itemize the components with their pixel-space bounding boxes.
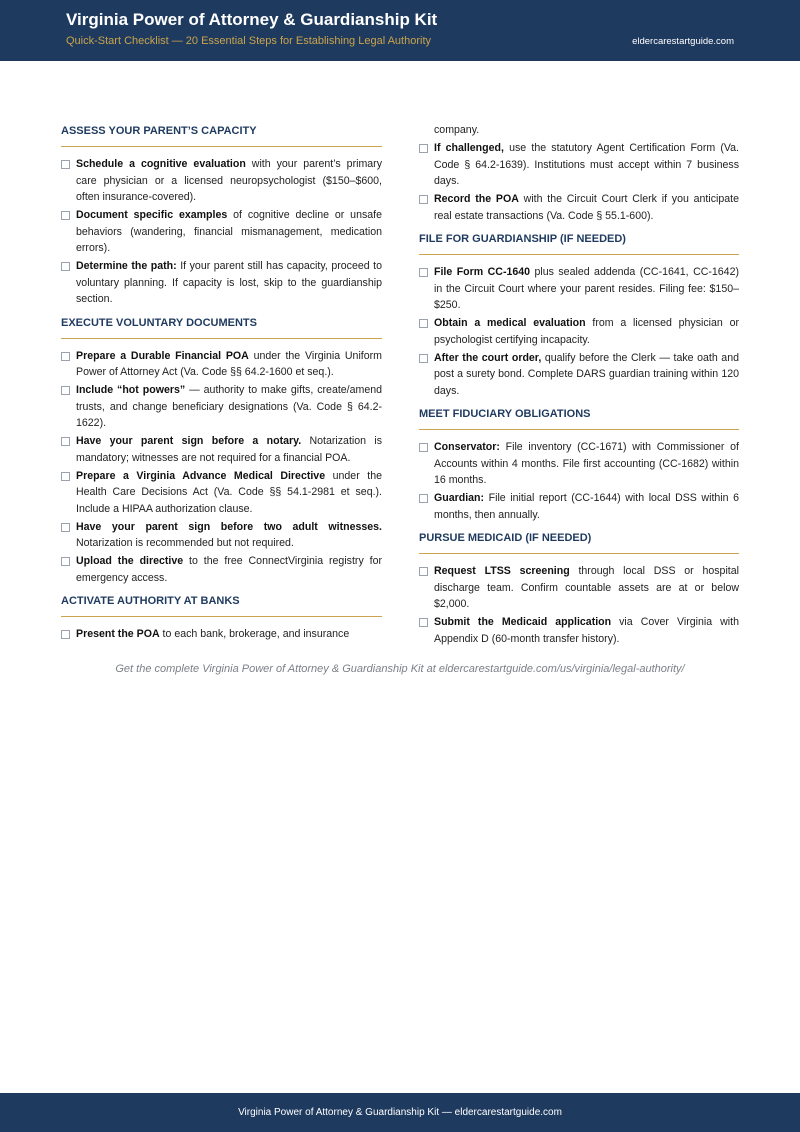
- checkbox[interactable]: [419, 567, 428, 576]
- checklist-item: [61, 258, 382, 308]
- item-lead: Include “hot powers”: [76, 384, 186, 396]
- item-text: qualify before the Clerk — take oath and post a surety bond. Complete DARS guardian training within 120 days.: [434, 351, 739, 397]
- checkbox[interactable]: [419, 268, 428, 277]
- checklist-item: [419, 439, 739, 489]
- item-lead: Obtain a medical evaluation: [434, 317, 586, 329]
- item-lead: After the court order,: [434, 351, 542, 364]
- item-lead: Request LTSS screening: [434, 565, 570, 577]
- checkbox[interactable]: [419, 319, 428, 328]
- item-text: under the Health Care Decisions Act (Va. Code §§ 54.1-2981 et seq.). Include a HIPAA authorization clause.: [76, 469, 382, 515]
- item-lead: Document specific examples: [76, 209, 228, 221]
- item-text: from a licensed physician or psychologist certifying incapacity.: [434, 317, 739, 346]
- section-title: MEET FIDUCIARY OBLIGATIONS: [419, 405, 739, 430]
- item-text: If your parent still has capacity, proceed to voluntary planning. If capacity is lost, skip to the guardianship section.: [76, 260, 382, 305]
- checklist-item: [61, 207, 382, 257]
- checklist-item: [419, 563, 739, 613]
- checklist-item: [419, 490, 739, 523]
- item-text: with the Circuit Court Clerk if you anticipate real estate transactions (Va. Code § 55.1-600).: [434, 193, 739, 222]
- item-text: through local DSS or hospital discharge team. Confirm countable assets are at or below $2,000.: [434, 565, 739, 610]
- item-text: File inventory (CC-1671) with Commissioner of Accounts within 4 months. File first accounting (CC-1682) within 16 months.: [434, 441, 739, 486]
- item-lead: Determine the path:: [76, 260, 177, 272]
- header-site-url: eldercarestartguide.com: [632, 36, 734, 47]
- checklist-item: [61, 156, 382, 206]
- checklist-item: [61, 519, 382, 552]
- section-activate-banks-continued: [419, 140, 739, 224]
- item-text: under the Virginia Uniform Power of Attorney Act (Va. Code §§ 64.2-1600 et seq.).: [76, 349, 382, 378]
- checkbox[interactable]: [419, 494, 428, 503]
- item-text: use the statutory Agent Certification Form (Va. Code § 64.2-1639). Institutions must accept within 7 business days.: [434, 142, 739, 187]
- item-continuation: company.: [434, 124, 480, 136]
- item-text: File initial report (CC-1644) with local DSS within 6 months, then annually.: [434, 492, 739, 521]
- item-lead: Have your parent sign before a notary.: [76, 435, 302, 447]
- section-voluntary-documents: [61, 314, 382, 587]
- checkbox[interactable]: [61, 630, 70, 639]
- item-text: Notarization is recommended but not required.: [76, 537, 294, 549]
- checklist-item: [419, 140, 739, 190]
- section-fiduciary: [419, 405, 739, 523]
- checklist-item: [61, 382, 382, 432]
- checkbox[interactable]: [419, 354, 428, 363]
- section-medicaid: [419, 529, 739, 647]
- item-lead: Prepare a Durable Financial POA: [76, 349, 249, 362]
- checklist-item: [61, 348, 382, 381]
- checkbox[interactable]: [61, 160, 70, 169]
- checklist-item: [419, 191, 739, 224]
- kit-link-tagline[interactable]: Get the complete Virginia Power of Attorney & Guardianship Kit at eldercarestartguide.com/us/virginia/legal-authority/: [115, 663, 685, 675]
- checklist-item: [61, 626, 382, 643]
- checkbox[interactable]: [61, 437, 70, 446]
- item-text: plus sealed addenda (CC-1641, CC-1642) in the Circuit Court where your parent resides. Filing fee: $150–$250.: [434, 266, 739, 311]
- footer-banner: Virginia Power of Attorney & Guardianship Kit — eldercarestartguide.com: [0, 1093, 800, 1132]
- item-lead: Record the POA: [434, 193, 519, 205]
- section-activate-banks: [61, 592, 382, 643]
- section-title: ACTIVATE AUTHORITY AT BANKS: [61, 592, 382, 617]
- right-column: [419, 122, 739, 649]
- item-lead: Prepare a Virginia Advance Medical Directive: [76, 469, 326, 482]
- item-lead: Present the POA: [76, 628, 160, 640]
- checklist-item: [419, 264, 739, 314]
- item-lead: File Form CC-1640: [434, 266, 531, 278]
- section-title: PURSUE MEDICAID (IF NEEDED): [419, 529, 739, 554]
- header-banner: [0, 0, 800, 61]
- section-guardianship: [419, 230, 739, 399]
- item-lead: Schedule a cognitive evaluation: [76, 158, 246, 170]
- checklist-item: [61, 468, 382, 518]
- checkbox[interactable]: [419, 443, 428, 452]
- section-title: FILE FOR GUARDIANSHIP (IF NEEDED): [419, 230, 739, 255]
- item-text: of cognitive decline or unsafe behaviors (wandering, financial mismanagement, medication errors).: [76, 209, 382, 254]
- checkbox[interactable]: [419, 618, 428, 627]
- checkbox[interactable]: [61, 472, 70, 481]
- item-text: Notarization is mandatory; witnesses are not required for a financial POA.: [76, 435, 382, 464]
- checkbox[interactable]: [61, 557, 70, 566]
- item-text: to the free ConnectVirginia registry for emergency access.: [76, 555, 382, 584]
- checkbox[interactable]: [419, 144, 428, 153]
- item-text: — authority to make gifts, create/amend trusts, and change beneficiary designations (Va. Code § 64.2-1622).: [76, 384, 383, 429]
- section-title: EXECUTE VOLUNTARY DOCUMENTS: [61, 314, 382, 339]
- checkbox[interactable]: [61, 352, 70, 361]
- section-title: ASSESS YOUR PARENT’S CAPACITY: [61, 122, 382, 147]
- item-lead: Submit the Medicaid application: [434, 616, 612, 628]
- checkbox[interactable]: [61, 211, 70, 220]
- item-lead: Conservator:: [434, 441, 500, 453]
- item-text: via Cover Virginia with Appendix D (60-month transfer history).: [434, 616, 739, 645]
- item-lead: Upload the directive: [76, 555, 184, 567]
- checkbox[interactable]: [61, 262, 70, 271]
- checklist-item: [419, 315, 739, 348]
- checkbox[interactable]: [419, 195, 428, 204]
- checklist-item: [419, 350, 739, 400]
- item-text: to each bank, brokerage, and insurance: [159, 628, 350, 640]
- checklist-item: [61, 553, 382, 586]
- item-lead: Guardian:: [434, 492, 485, 504]
- left-column: [61, 122, 382, 644]
- checkbox[interactable]: [61, 386, 70, 395]
- checklist-item: [61, 433, 382, 466]
- item-text: with your parent’s primary care physician or a licensed neuropsychologist ($150–$600, often insurance-covered).: [76, 158, 382, 203]
- item-lead: If challenged,: [434, 142, 504, 154]
- item-lead: Have your parent sign before two adult witnesses.: [76, 520, 382, 533]
- doc-subtitle: Quick-Start Checklist — 20 Essential Steps for Establishing Legal Authority: [66, 35, 432, 47]
- section-assess-capacity: [61, 122, 382, 308]
- checkbox[interactable]: [61, 523, 70, 532]
- checklist-item: [419, 614, 739, 647]
- doc-title: Virginia Power of Attorney & Guardianship Kit: [66, 10, 438, 29]
